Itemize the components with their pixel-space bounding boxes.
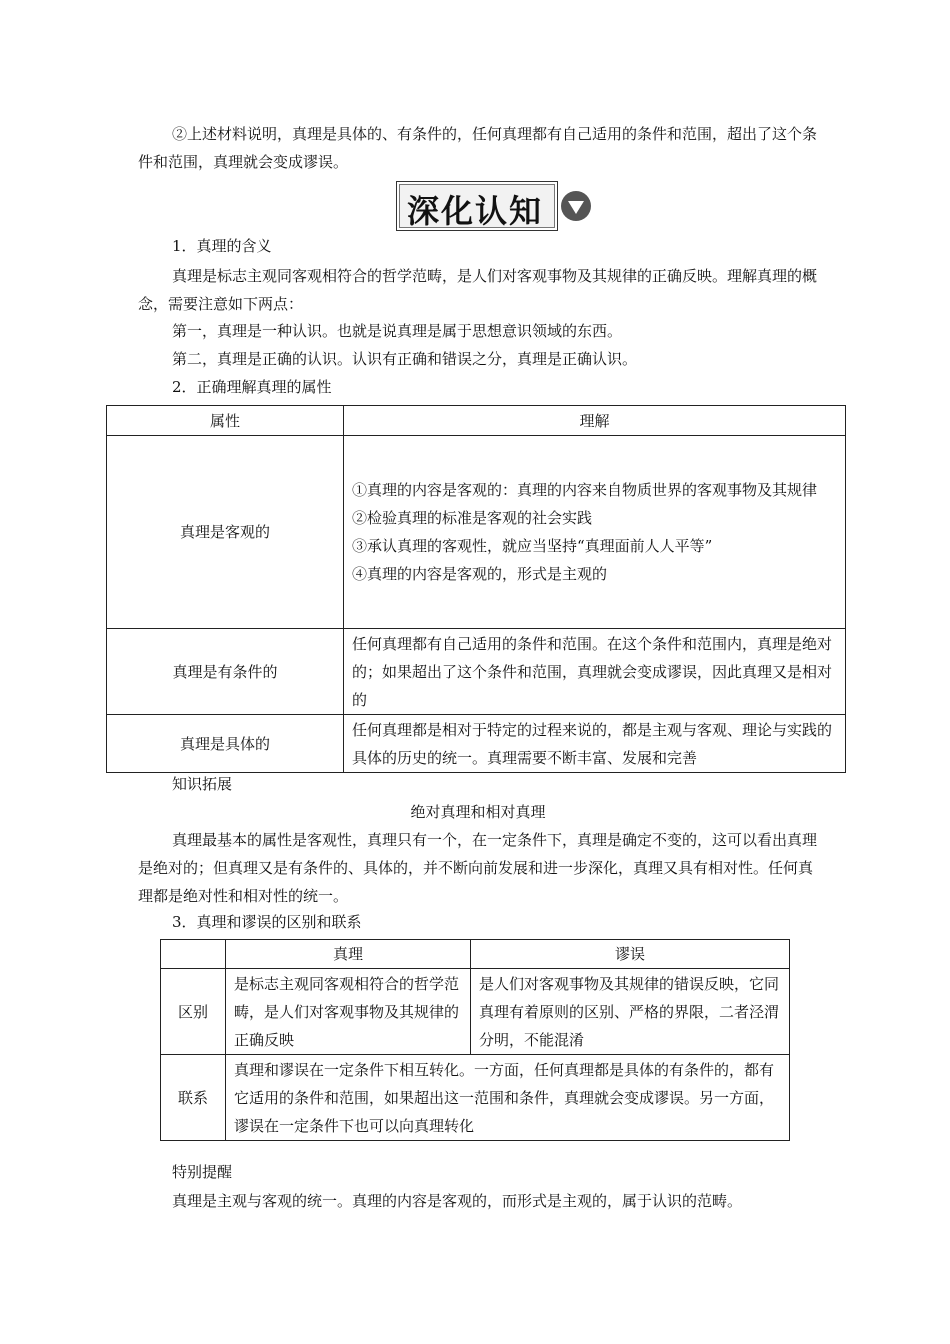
table-cell-understanding: 任何真理都是相对于特定的过程来说的，都是主观与客观、理论与实践的具体的历史的统一。真理需要不断丰富、发展和完善: [344, 715, 846, 773]
table-header-error: 谬误: [471, 940, 790, 969]
table-row: [161, 969, 790, 1055]
section-2-title: 2．正确理解真理的属性: [172, 378, 332, 396]
section-1-title: 1．真理的含义: [172, 237, 272, 255]
table-cell-attr: 真理是有条件的: [107, 629, 344, 715]
down-triangle-icon: [560, 190, 592, 222]
section-3-title: 3．真理和谬误的区别和联系: [172, 913, 362, 931]
table-row: [161, 1055, 790, 1141]
table-cell-attr: 真理是具体的: [107, 715, 344, 773]
row-label-link: 联系: [161, 1055, 226, 1141]
cell-link-text: 真理和谬误在一定条件下相互转化。一方面，任何真理都是具体的有条件的，都有它适用的条件和范围，如果超出这一范围和条件，真理就会变成谬误。另一方面，谬误在一定条件下也可以向真理转化: [226, 1055, 790, 1141]
section-1-para-3: 第二，真理是正确的认识。认识有正确和错误之分，真理是正确认识。: [172, 350, 638, 368]
section-heading-text: 深化认知: [407, 192, 544, 230]
section-1-para-1: 真理是标志主观同客观相符合的哲学范畴，是人们对客观事物及其规律的正确反映。理解真理的概念，需要注意如下两点：: [138, 267, 818, 313]
reminder-label: 特别提醒: [172, 1163, 233, 1181]
truth-vs-error-table: [160, 939, 790, 1141]
table-cell-attr: 真理是客观的: [107, 436, 344, 629]
list-item: ④真理的内容是客观的，形式是主观的: [352, 565, 608, 583]
expand-paragraph: 真理最基本的属性是客观性，真理只有一个，在一定条件下，真理是确定不变的，这可以看出真理是绝对的；但真理又是有条件的、具体的，并不断向前发展和进一步深化，真理又具有相对性。任何真理都是绝对性和相对性的统一。: [138, 831, 818, 905]
table-row: [107, 629, 846, 715]
reminder-paragraph: 真理是主观与客观的统一。真理的内容是客观的，而形式是主观的，属于认识的范畴。: [172, 1192, 743, 1210]
table-cell-understanding: 任何真理都有自己适用的条件和范围。在这个条件和范围内，真理是绝对的；如果超出了这个条件和范围，真理就会变成谬误，因此真理又是相对的: [344, 629, 846, 715]
table-header-attr: 属性: [107, 406, 344, 436]
table-header-understanding: 理解: [344, 406, 846, 436]
table-row: [107, 715, 846, 773]
expand-label: 知识拓展: [172, 775, 233, 793]
table-header-empty: [161, 940, 226, 969]
expand-title: 绝对真理和相对真理: [410, 803, 546, 821]
truth-attributes-table: [106, 405, 846, 773]
intro-paragraph: ②上述材料说明，真理是具体的、有条件的，任何真理都有自己适用的条件和范围，超出了这个条件和范围，真理就会变成谬误。: [138, 125, 818, 171]
list-item: ③承认真理的客观性，就应当坚持“真理面前人人平等”: [352, 537, 713, 555]
table-cell-understanding: [344, 436, 846, 629]
table-row: [107, 436, 846, 629]
list-item: ①真理的内容是客观的：真理的内容来自物质世界的客观事物及其规律: [352, 481, 818, 499]
cell-diff-truth: 是标志主观同客观相符合的哲学范畴，是人们对客观事物及其规律的正确反映: [226, 969, 471, 1055]
cell-diff-error: 是人们对客观事物及其规律的错误反映，它同真理有着原则的区别、严格的界限，二者泾渭分明，不能混淆: [471, 969, 790, 1055]
list-item: ②检验真理的标准是客观的社会实践: [352, 509, 593, 527]
section-heading: [396, 181, 558, 231]
table-header-truth: 真理: [226, 940, 471, 969]
row-label-diff: 区别: [161, 969, 226, 1055]
section-1-para-2: 第一，真理是一种认识。也就是说真理是属于思想意识领域的东西。: [172, 322, 623, 340]
